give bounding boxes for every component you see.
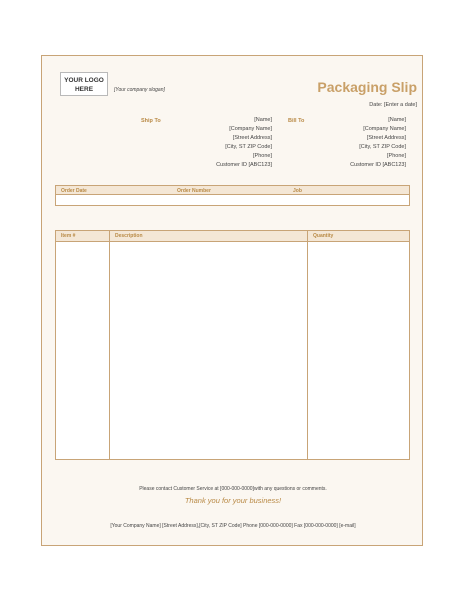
company-logo-placeholder	[60, 72, 108, 96]
job-header: Job	[293, 188, 302, 194]
company-slogan: [Your company slogan]	[114, 87, 165, 93]
order-number-header: Order Number	[177, 188, 211, 194]
item-number-header: Item #	[61, 233, 76, 239]
bill-to-address	[296, 116, 406, 170]
ship-to-address	[162, 116, 272, 170]
ship-to-customer-id: Customer ID [ABC123]	[216, 162, 272, 168]
items-table	[55, 230, 410, 460]
ship-to-city: [City, ST ZIP Code]	[225, 144, 272, 150]
logo-line-1: YOUR LOGO	[64, 77, 104, 84]
ship-to-company: [Company Name]	[229, 126, 272, 132]
document-date: Date: [Enter a date]	[369, 102, 417, 108]
bill-to-name: [Name]	[388, 117, 406, 123]
bill-to-street: [Street Address]	[366, 135, 406, 141]
quantity-header: Quantity	[313, 233, 334, 239]
logo-line-2: HERE	[74, 86, 94, 93]
description-header: Description	[115, 233, 143, 239]
item-column-divider	[109, 231, 110, 459]
order-date-header: Order Date	[61, 188, 87, 194]
customer-service-note: Please contact Customer Service at [000-000-0000]with any questions or comments.	[139, 486, 327, 492]
ship-to-name: [Name]	[254, 117, 272, 123]
ship-to-street: [Street Address]	[232, 135, 272, 141]
bill-to-label: Bill To	[288, 118, 305, 124]
bill-to-phone: [Phone]	[387, 153, 406, 159]
thank-you-note: Thank you for your business!	[184, 496, 282, 505]
document-title: Packaging Slip	[317, 79, 417, 95]
ship-to-phone: [Phone]	[253, 153, 272, 159]
ship-to-label: Ship To	[141, 118, 161, 124]
bill-to-company: [Company Name]	[363, 126, 406, 132]
order-info-row[interactable]	[55, 195, 410, 206]
company-contact-footer: [Your Company Name] [Street Address],[City, ST ZIP Code] Phone [000-000-0000] Fax [000-000-0000] [e-mail]	[110, 523, 356, 529]
bill-to-city: [City, ST ZIP Code]	[359, 144, 406, 150]
packaging-slip-page	[41, 55, 423, 546]
bill-to-customer-id: Customer ID [ABC123]	[350, 162, 406, 168]
description-column-divider	[307, 231, 308, 459]
order-info-header	[55, 185, 410, 195]
